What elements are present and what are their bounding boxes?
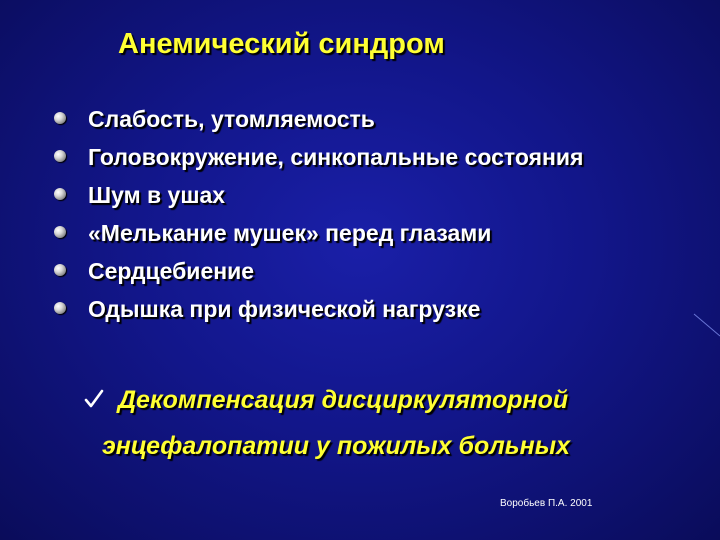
bullet-icon bbox=[54, 188, 66, 200]
checkmark-icon bbox=[84, 388, 104, 410]
decorative-line bbox=[690, 310, 720, 340]
bullet-icon bbox=[54, 302, 66, 314]
bullet-icon bbox=[54, 264, 66, 276]
slide-title: Анемический синдром bbox=[118, 28, 445, 60]
bullet-text: Шум в ушах bbox=[88, 182, 226, 208]
bullet-item bbox=[48, 258, 688, 285]
bullet-icon bbox=[54, 150, 66, 162]
bullet-item bbox=[48, 296, 688, 323]
note-line-2: энцефалопатии у пожилых больных bbox=[102, 432, 571, 460]
bullet-text: Одышка при физической нагрузке bbox=[88, 296, 481, 322]
bullet-item bbox=[48, 182, 688, 209]
bullet-text: Головокружение, синкопальные состояния bbox=[88, 144, 584, 170]
bullet-text: Слабость, утомляемость bbox=[88, 106, 375, 132]
citation: Воробьев П.А. 2001 bbox=[500, 498, 593, 509]
bullet-text: «Мелькание мушек» перед глазами bbox=[88, 220, 492, 246]
bullet-item bbox=[48, 220, 688, 247]
bullet-icon bbox=[54, 226, 66, 238]
note-line-1: Декомпенсация дисциркуляторной bbox=[118, 386, 569, 414]
bullet-icon bbox=[54, 112, 66, 124]
bullet-text: Сердцебиение bbox=[88, 258, 255, 284]
bullet-list bbox=[48, 106, 688, 334]
bullet-item bbox=[48, 144, 688, 171]
bullet-item bbox=[48, 106, 688, 133]
